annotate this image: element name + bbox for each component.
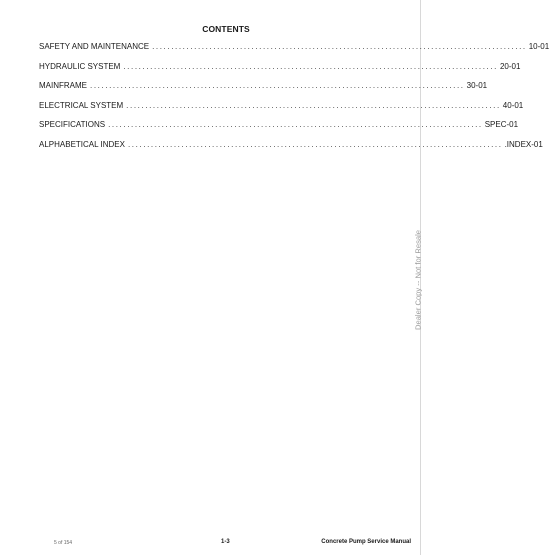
dot-leader: .................................................................................................. [127,139,503,149]
dot-leader: .................................................................................................. [90,81,465,91]
toc-entry-mainframe[interactable] [39,81,488,101]
page-count: 5 of 154 [54,540,73,546]
toc-entry-label: SAFETY AND MAINTENANCE [39,42,150,51]
toc-entry-label: MAINFRAME [39,81,87,91]
dealer-copy-watermark: Dealer Copy -- Not for Resale [413,229,423,331]
toc-entry-specifications[interactable] [39,120,519,140]
toc-entry-page: 10-01 [528,42,549,51]
toc-entry-page: SPEC-01 [484,120,519,130]
toc-entry-label: ELECTRICAL SYSTEM [39,100,124,110]
toc-entry-electrical-system[interactable] [39,100,524,121]
dot-leader: .................................................................................................. [108,120,483,130]
toc-entry-safety-and-maintenance[interactable] [39,42,549,62]
page-title: CONTENTS [202,24,250,34]
dot-leader: .................................................................................................. [123,61,498,71]
toc-entry-alphabetical-index[interactable] [39,139,543,160]
toc-entry-page: 40-01 [502,100,524,110]
toc-entry-page: 20-01 [499,61,521,71]
dot-leader: .................................................................................................. [126,100,501,110]
dot-leader: .................................................................................................. [152,42,527,51]
toc-entry-label: SPECIFICATIONS [39,120,106,130]
toc-entry-label: ALPHABETICAL INDEX [39,139,125,149]
toc-entry-hydraulic-system[interactable] [39,61,521,82]
toc-entry-page: 30-01 [466,81,488,91]
table-of-contents [39,42,549,160]
page-number: 1-3 [221,539,230,545]
toc-entry-page: .INDEX-01 [504,139,543,149]
manual-title: Concrete Pump Service Manual [321,539,411,545]
toc-entry-label: HYDRAULIC SYSTEM [39,61,121,71]
